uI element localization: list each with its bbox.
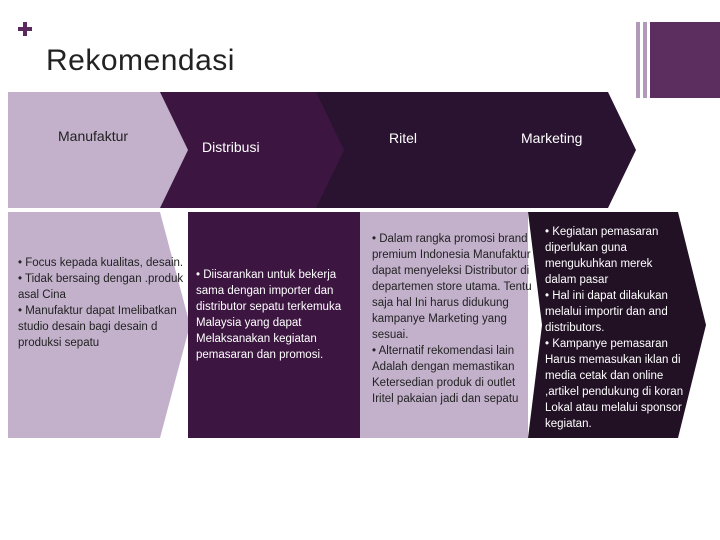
chevron-header-manufaktur xyxy=(8,92,196,208)
column-header-manufaktur: Manufaktur xyxy=(58,128,129,144)
column-body-manufaktur: • Focus kepada kualitas, desain. • Tidak bersaing dengan .produk asal Cina • Manufaktur dapat Imelibatkan studio desain bagi desain d produksi sepatu xyxy=(18,257,184,349)
column-header-distribusi: Distribusi xyxy=(202,139,260,155)
column-body-marketing: • Kegiatan pemasaran diperlukan guna mengukuhkan merek dalam pasar • Hal ini dapat dilakukan melalui importir dan and distributors. • Kampanye pemasaran Harus memasukan iklan di media cetak dan online ,artikel pendukung di koran Lokal atau melalui sponsor kegiatan. xyxy=(545,226,684,430)
slide-title: Rekomendasi xyxy=(46,44,235,77)
column-body-distribusi: • Diisarankan untuk bekerja sama dengan importer dan distributor sepatu terkemuka Malaysia yang dapat Melaksanakan kegiatan pemasaran dan promosi. xyxy=(196,269,342,361)
column-header-ritel: Ritel xyxy=(389,130,418,146)
column-body-ritel: • Dalam rangka promosi brand premium Indonesia Manufaktur dapat menyeleksi Distributor di departemen store utama. Tentu saja hal Ini harus didukung kampanye Marketing yang sesuai. • Alternatif rekomendasi lain Adalah dengan memastikan Ketersedian produk di outlet Iritel pakaian jadi dan sepatu xyxy=(372,233,532,405)
column-header-marketing: Marketing xyxy=(521,130,583,146)
